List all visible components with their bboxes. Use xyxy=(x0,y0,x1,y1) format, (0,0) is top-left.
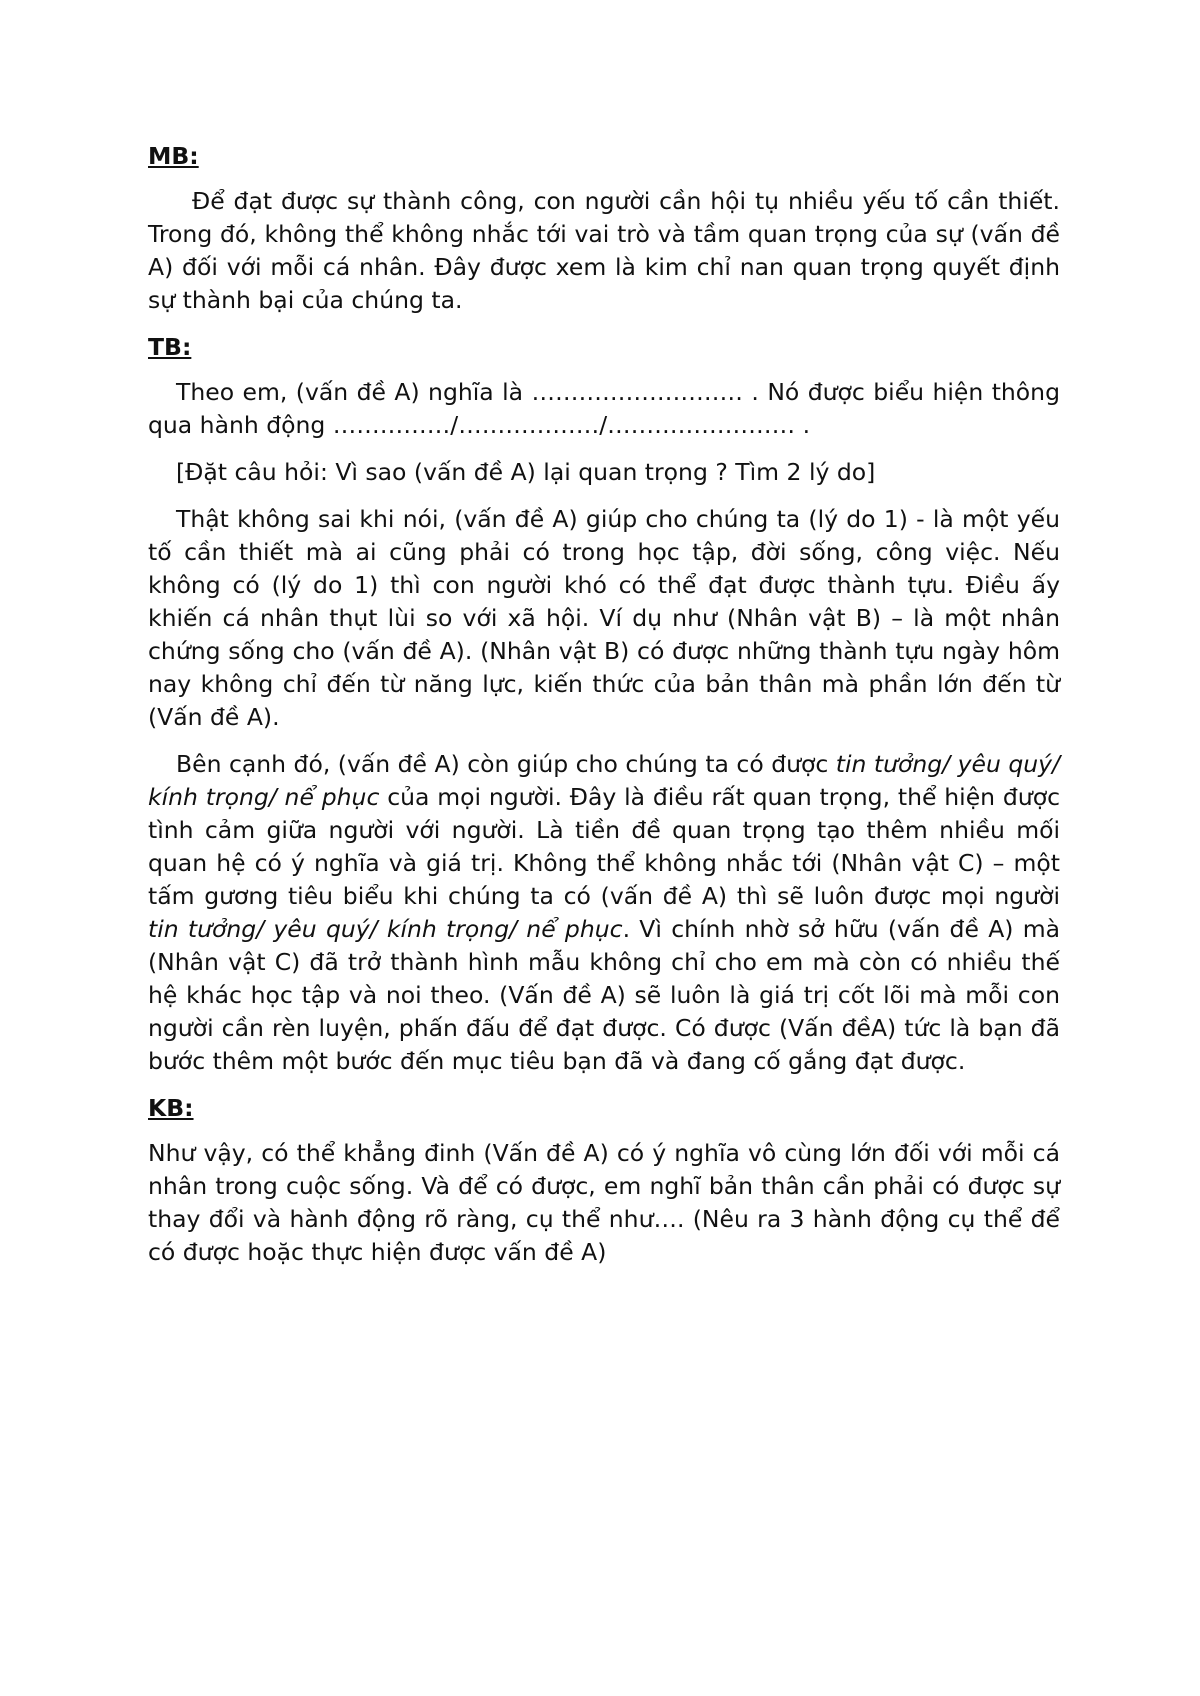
section-heading-kb: KB: xyxy=(148,1094,194,1122)
reason-one-paragraph: Thật không sai khi nói, (vấn đề A) giúp cho chúng ta (lý do 1) - là một yếu tố cần thiết mà ai cũng phải có trong học tập, đời sống, công việc. Nếu không có (lý do 1) thì con người khó có thể đạt được thành tựu. Điều ấy khiến cá nhân thụt lùi so với xã hội. Ví dụ như (Nhân vật B) – là một nhân chứng sống cho (vấn đề A). (Nhân vật B) có được những thành tựu ngày hôm nay không chỉ đến từ năng lực, kiến thức của bản thân mà phần lớn đến từ (Vấn đề A). xyxy=(148,505,1060,731)
conclusion-paragraph: Như vậy, có thể khẳng đinh (Vấn đề A) có ý nghĩa vô cùng lớn đối với mỗi cá nhân trong cuộc sống. Và để có được, em nghĩ bản thân cần phải có được sự thay đổi và hành động rõ ràng, cụ thể như…. (Nêu ra 3 hành động cụ thể để có được hoặc thực hiện được vấn đề A) xyxy=(148,1139,1060,1266)
definition-paragraph: Theo em, (vấn đề A) nghĩa là ……………………… . Nó được biểu hiện thông qua hành động ……………/………………/…………………… . xyxy=(148,378,1060,439)
intro-paragraph: Để đạt được sự thành công, con người cần hội tụ nhiều yếu tố cần thiết. Trong đó, không thể không nhắc tới vai trò và tầm quan trọng của sự (vấn đề A) đối với mỗi cá nhân. Đây được xem là kim chỉ nan quan trọng quyết định sự thành bại của chúng ta. xyxy=(148,187,1060,314)
reason-two-paragraph xyxy=(148,748,1060,1078)
reason-two-text-a: Bên cạnh đó, (vấn đề A) còn giúp cho chúng ta có được xyxy=(176,750,836,778)
reason-two-text-b: của mọi người. Đây là điều rất quan trọng, thể hiện được tình cảm giữa người với người. Là tiền đề quan trọng tạo thêm nhiều mối quan hệ có ý nghĩa và giá trị. Không thể không nhắc tới (Nhân vật C) – một tấm gương tiêu biểu khi chúng ta có (vấn đề A) thì sẽ luôn được mọi người xyxy=(148,783,1060,910)
reason-two-emphasis-1: tin tưởng/ yêu quý/ kính trọng/ nể phục xyxy=(148,750,1060,811)
reason-two-emphasis-2: tin tưởng/ yêu quý/ kính trọng/ nể phục xyxy=(148,915,623,943)
question-prompt: [Đặt câu hỏi: Vì sao (vấn đề A) lại quan trọng ? Tìm 2 lý do] xyxy=(176,458,876,486)
section-heading-mb: MB: xyxy=(148,142,199,170)
section-heading-tb: TB: xyxy=(148,333,192,361)
document-page xyxy=(148,140,1060,1283)
reason-two-text-c: . Vì chính nhờ sở hữu (vấn đề A) mà (Nhân vật C) đã trở thành hình mẫu không chỉ cho em mà còn có nhiều thế hệ khác học tập và noi theo. (Vấn đề A) sẽ luôn là giá trị cốt lõi mà mỗi con người cần rèn luyện, phấn đấu để đạt được. Có được (Vấn đềA) tức là bạn đã bước thêm một bước đến mục tiêu bạn đã và đang cố gắng đạt được. xyxy=(148,915,1061,1075)
